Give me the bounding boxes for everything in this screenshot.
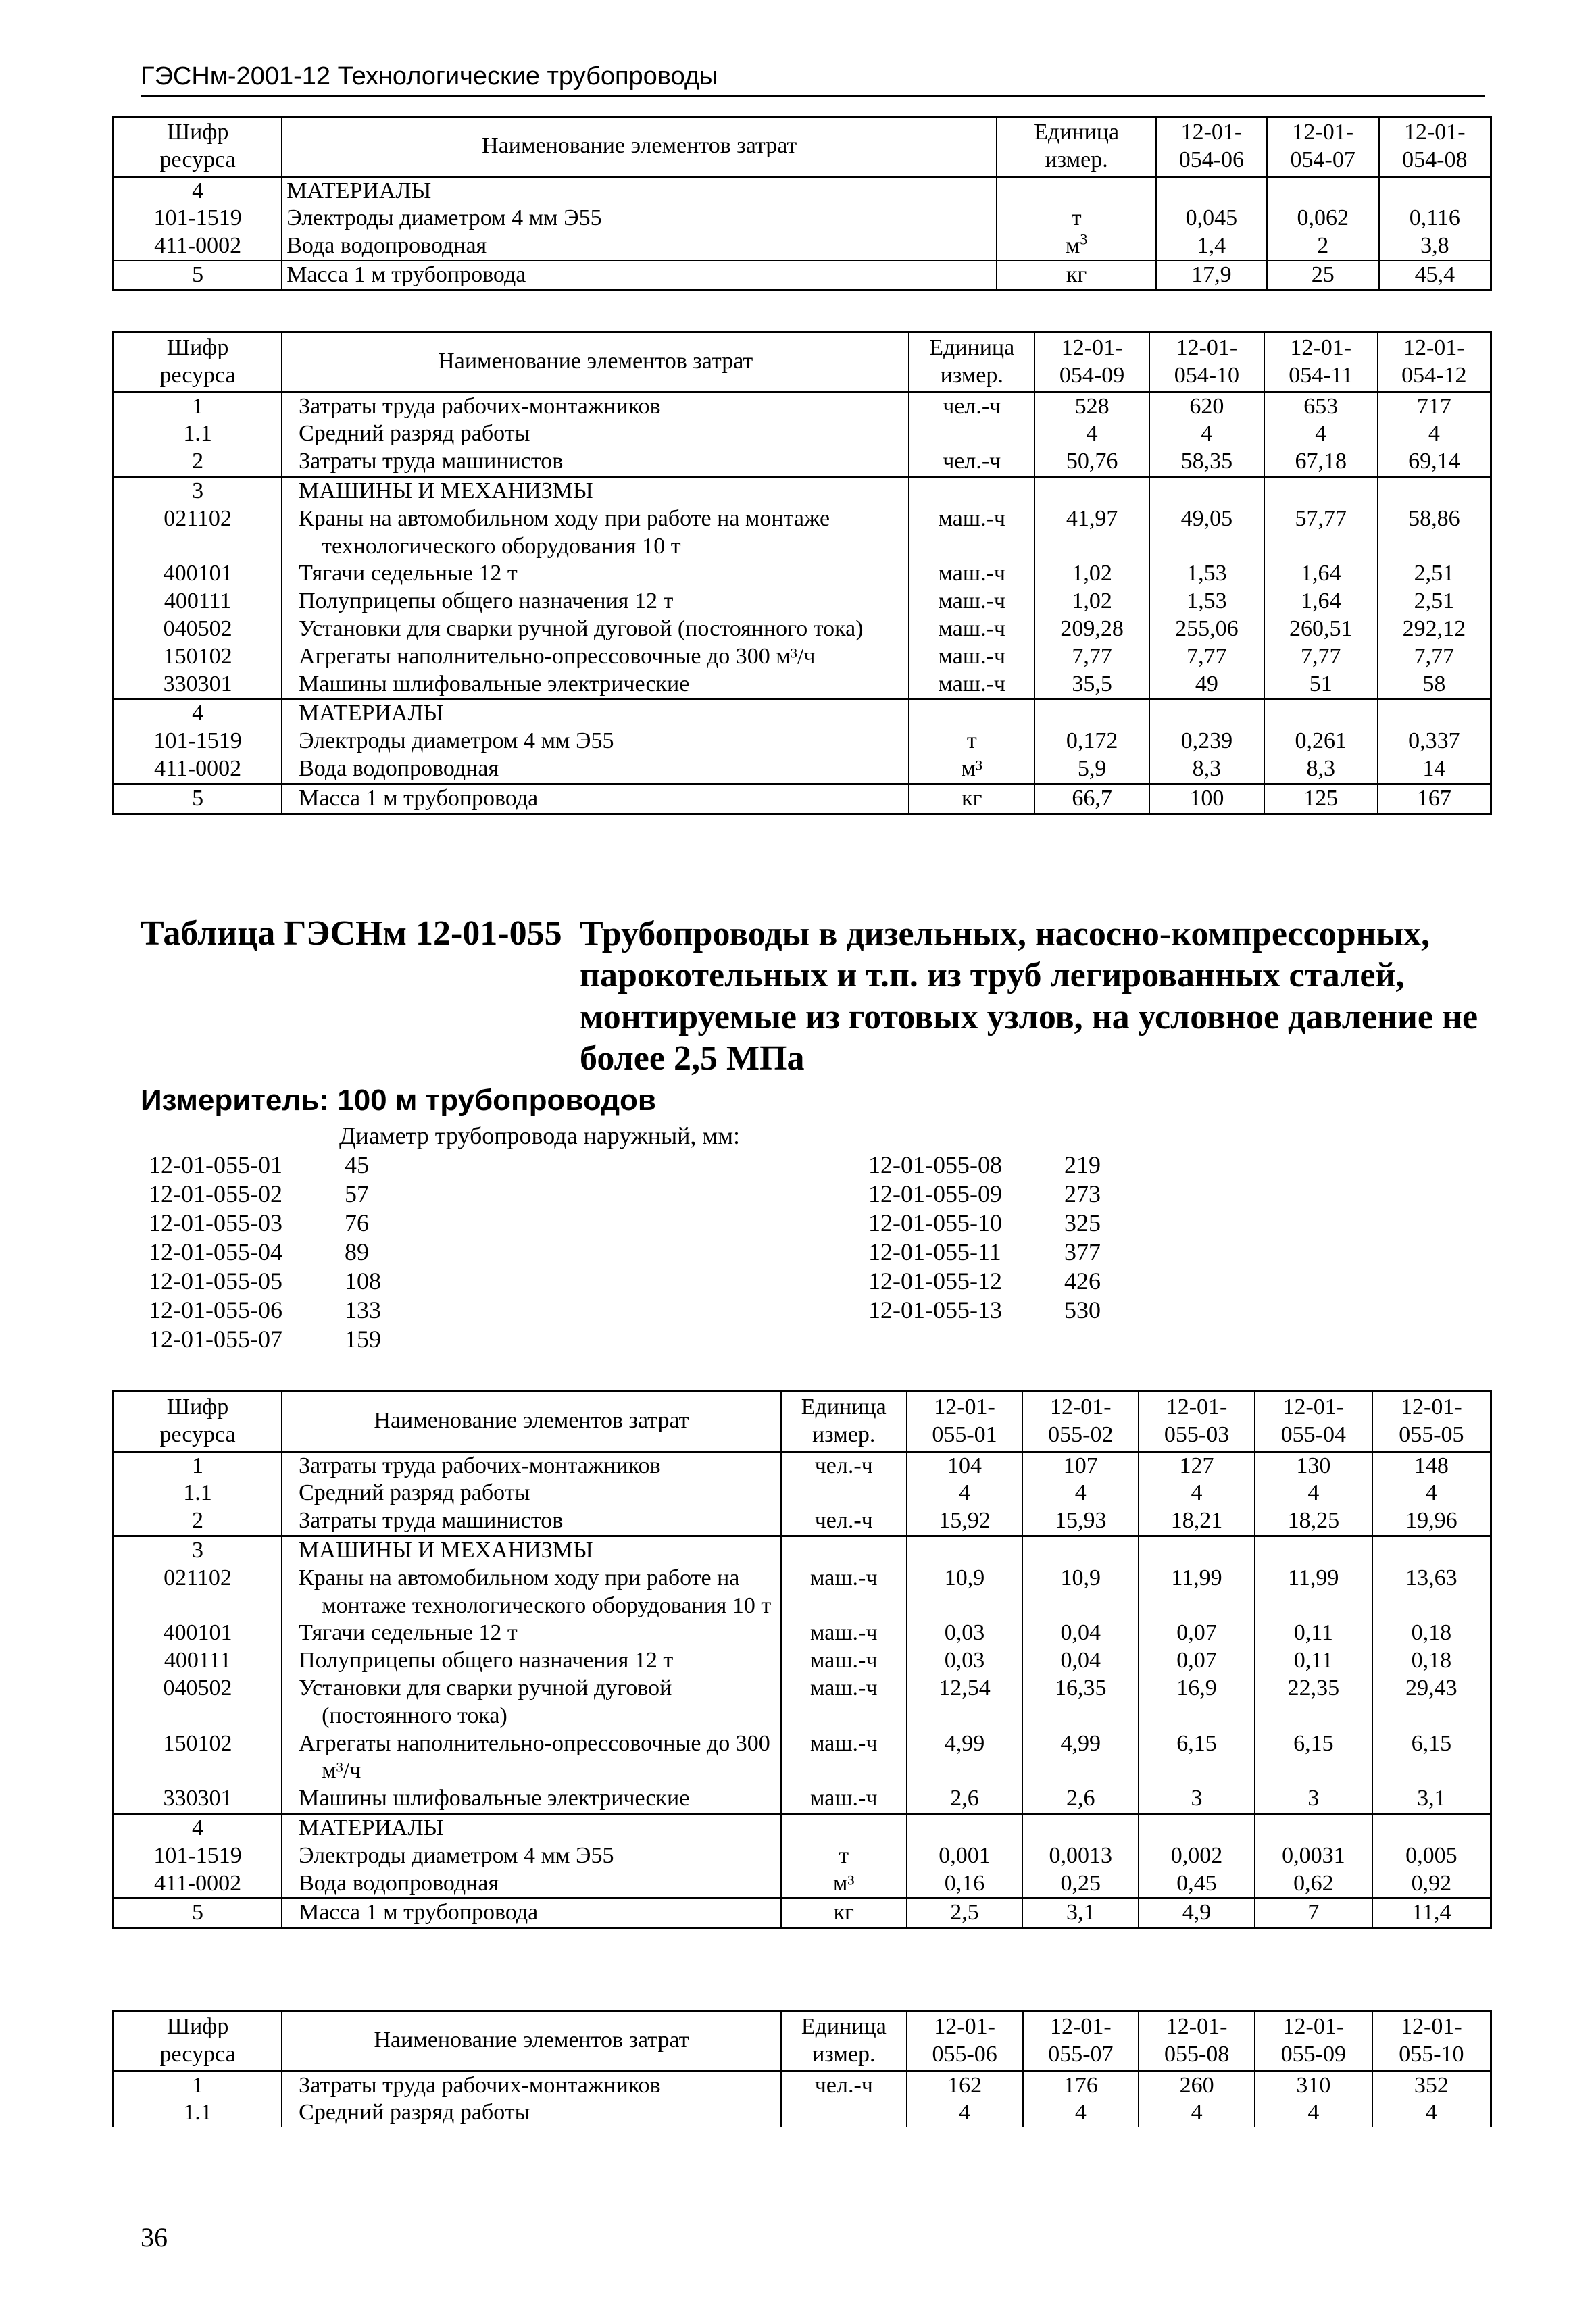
col-header: 12-01- 055-02 [1022, 1392, 1139, 1452]
col-header: 12-01- 054-12 [1378, 332, 1491, 393]
code-header: Шифр ресурса [114, 2011, 282, 2071]
table-row: 4 МАТЕРИАЛЫ [114, 176, 1491, 205]
list-item: 12-01-055-03 76 [149, 1209, 369, 1236]
col-header: 12-01- 055-09 [1255, 2011, 1372, 2071]
col-header: 12-01- 055-05 [1372, 1392, 1491, 1452]
table-header-row [114, 2011, 1491, 2071]
col-header: 12-01- 055-07 [1023, 2011, 1139, 2071]
table-row: 400111 Полуприцепы общего назначения 12 т маш.-ч 0,03 0,04 0,07 0,11 0,18 [114, 1647, 1491, 1675]
code-header: Шифр ресурса [114, 332, 282, 393]
table-row: 5 Масса 1 м трубопровода кг 17,9 25 45,4 [114, 261, 1491, 290]
table-row: 400101 Тягачи седельные 12 т маш.-ч 1,02 1,53 1,64 2,51 [114, 560, 1491, 588]
resource-table-055-01-05 [112, 1390, 1492, 1929]
table-row: 400101 Тягачи седельные 12 т маш.-ч 0,03 0,04 0,07 0,11 0,18 [114, 1619, 1491, 1647]
list-item: 12-01-055-10 325 [868, 1209, 1101, 1236]
unit-header: Единица измер. [909, 332, 1034, 393]
list-item: 12-01-055-08 219 [868, 1151, 1101, 1178]
code-header: Шифр ресурса [114, 1392, 282, 1452]
table-row: 3 МАШИНЫ И МЕХАНИЗМЫ [114, 1536, 1491, 1564]
table-row: 2 Затраты труда машинистов чел.-ч 15,92 15,93 18,21 18,25 19,96 [114, 1507, 1491, 1536]
table-row: 101-1519 Электроды диаметром 4 мм Э55 т 0,045 0,062 0,116 [114, 205, 1491, 232]
col-header: 12-01- 055-03 [1139, 1392, 1255, 1452]
resource-table-054-09-12 [112, 331, 1492, 815]
table-row: 330301 Машины шлифовальные электрические маш.-ч 35,5 49 51 58 [114, 671, 1491, 699]
name-header: Наименование элементов затрат [282, 2011, 781, 2071]
meter-label: Измеритель: 100 м трубопроводов [141, 1084, 656, 1117]
table-row: 1 Затраты труда рабочих-монтажников чел.-ч 104 107 127 130 148 [114, 1451, 1491, 1480]
table-row: 1.1 Средний разряд работы 4 4 4 4 4 [114, 1480, 1491, 1507]
table-row: 5 Масса 1 м трубопровода кг 66,7 100 125 167 [114, 784, 1491, 813]
col-header: 12-01- 055-06 [907, 2011, 1023, 2071]
col-header: 12-01- 055-08 [1139, 2011, 1255, 2071]
col-header: 12-01- 055-01 [907, 1392, 1023, 1452]
col-header: 12-01- 054-07 [1267, 117, 1379, 177]
unit-header: Единица измер. [997, 117, 1156, 177]
table-row: 1 Затраты труда рабочих-монтажников чел.-ч 528 620 653 717 [114, 392, 1491, 420]
col-header: 12-01- 054-09 [1034, 332, 1149, 393]
list-item: 12-01-055-12 426 [868, 1267, 1101, 1294]
list-item: 12-01-055-05 108 [149, 1267, 381, 1294]
table-row: 411-0002 Вода водопроводная $м^3$ 1,4 2 3,8 [114, 232, 1491, 261]
table-header-row [114, 1392, 1491, 1452]
col-header: 12-01- 054-06 [1156, 117, 1267, 177]
table-row: 150102 Агрегаты наполнительно-опрессовочные до 300 м³/ч маш.-ч 7,77 7,77 7,77 7,77 [114, 643, 1491, 671]
list-item: 12-01-055-09 273 [868, 1180, 1101, 1207]
col-header: 12-01- 055-04 [1255, 1392, 1372, 1452]
table-row: 1.1 Средний разряд работы 4 4 4 4 4 [114, 2099, 1491, 2127]
diameter-list-right [868, 1151, 1101, 1325]
table-row: 2 Затраты труда машинистов чел.-ч 50,76 58,35 67,18 69,14 [114, 448, 1491, 476]
table-row: 021102 Краны на автомобильном ходу при работе на монтаже технологического оборудования 10 т маш.-ч 41,97 49,05 57,77 58,86 [114, 505, 1491, 561]
col-header: 12-01- 054-11 [1264, 332, 1378, 393]
col-header: 12-01- 054-10 [1149, 332, 1264, 393]
list-item: 12-01-055-01 45 [149, 1151, 369, 1178]
table-row: 400111 Полуприцепы общего назначения 12 т маш.-ч 1,02 1,53 1,64 2,51 [114, 588, 1491, 615]
col-header: 12-01- 054-08 [1379, 117, 1491, 177]
table-row: 150102 Агрегаты наполнительно-опрессовочные до 300 м³/ч маш.-ч 4,99 4,99 6,15 6,15 6,15 [114, 1730, 1491, 1786]
running-head: ГЭСНм-2001-12 Технологические трубопроводы [141, 62, 1485, 97]
name-header: Наименование элементов затрат [282, 117, 997, 177]
table-header-row [114, 332, 1491, 393]
resource-table-054-06-08 [112, 116, 1492, 291]
table-row: 4 МАТЕРИАЛЫ [114, 1813, 1491, 1842]
table-row: 4 МАТЕРИАЛЫ [114, 699, 1491, 728]
code-header: Шифр ресурса [114, 117, 282, 177]
table-row: 101-1519 Электроды диаметром 4 мм Э55 т 0,172 0,239 0,261 0,337 [114, 728, 1491, 755]
table-row: 040502 Установки для сварки ручной дуговой (постоянного тока) маш.-ч 12,54 16,35 16,9 22,35 29,43 [114, 1675, 1491, 1730]
list-item: 12-01-055-13 530 [868, 1297, 1101, 1324]
diameter-caption: Диаметр трубопровода наружный, мм: [339, 1122, 740, 1149]
list-item: 12-01-055-06 133 [149, 1297, 381, 1324]
table-row: 1.1 Средний разряд работы 4 4 4 4 [114, 420, 1491, 448]
section-title: Трубопроводы в дизельных, насосно-компрессорных, парокотельных и т.п. из труб легированных сталей, монтируемые из готовых узлов, на условное давление не более 2,5 МПа [580, 915, 1478, 1078]
list-item: 12-01-055-11 377 [868, 1238, 1101, 1265]
diameter-list-left [149, 1151, 381, 1354]
col-header: 12-01- 055-10 [1372, 2011, 1491, 2071]
table-row: 330301 Машины шлифовальные электрические маш.-ч 2,6 2,6 3 3 3,1 [114, 1785, 1491, 1813]
resource-table-055-06-10 [112, 2010, 1492, 2127]
table-row: 5 Масса 1 м трубопровода кг 2,5 3,1 4,9 7 11,4 [114, 1898, 1491, 1928]
unit-header: Единица измер. [781, 2011, 907, 2071]
unit-header: Единица измер. [781, 1392, 907, 1452]
table-label: Таблица ГЭСНм 12-01-055 [141, 914, 562, 953]
list-item: 12-01-055-02 57 [149, 1180, 369, 1207]
table-row: 3 МАШИНЫ И МЕХАНИЗМЫ [114, 476, 1491, 505]
name-header: Наименование элементов затрат [282, 332, 909, 393]
table-row: 040502 Установки для сварки ручной дуговой (постоянного тока) маш.-ч 209,28 255,06 260,51 292,12 [114, 615, 1491, 643]
table-row: 101-1519 Электроды диаметром 4 мм Э55 т 0,001 0,0013 0,002 0,0031 0,005 [114, 1842, 1491, 1870]
list-item: 12-01-055-07 159 [149, 1326, 381, 1353]
table-row: 411-0002 Вода водопроводная м³ 5,9 8,3 8,3 14 [114, 755, 1491, 784]
page-number: 36 [141, 2222, 168, 2253]
list-item: 12-01-055-04 89 [149, 1238, 369, 1265]
table-header-row [114, 117, 1491, 177]
name-header: Наименование элементов затрат [282, 1392, 781, 1452]
table-row: 1 Затраты труда рабочих-монтажников чел.-ч 162 176 260 310 352 [114, 2071, 1491, 2099]
table-row: 411-0002 Вода водопроводная м³ 0,16 0,25 0,45 0,62 0,92 [114, 1870, 1491, 1898]
table-row: 021102 Краны на автомобильном ходу при работе на монтаже технологического оборудования 10 т маш.-ч 10,9 10,9 11,99 11,99 13,63 [114, 1565, 1491, 1620]
